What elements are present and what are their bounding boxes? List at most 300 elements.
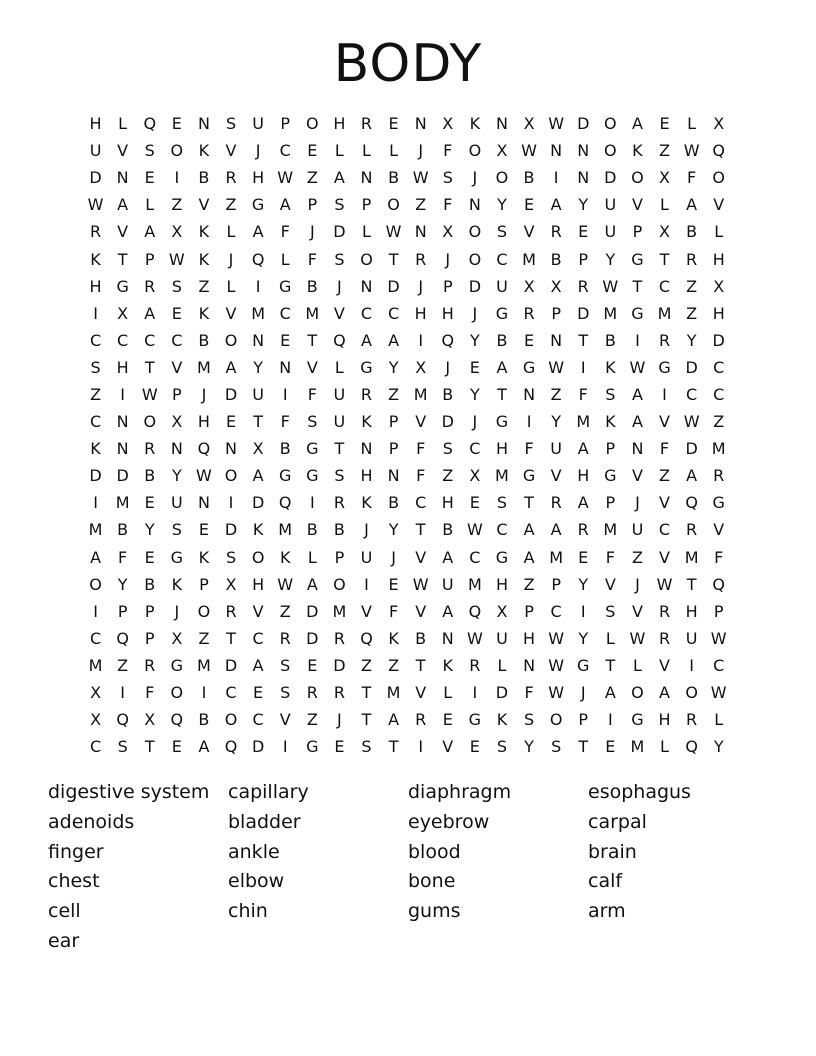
grid-letter: U — [496, 276, 508, 296]
grid-letter: Y — [253, 357, 263, 377]
grid-letter: B — [388, 493, 400, 513]
grid-letter: W — [277, 168, 294, 188]
grid-letter: T — [659, 249, 670, 269]
grid-letter: E — [144, 168, 155, 188]
grid-letter: H — [658, 710, 671, 730]
grid-letter: W — [466, 628, 483, 648]
grid-letter: B — [686, 222, 698, 242]
grid-letter: S — [523, 710, 535, 730]
grid-letter: P — [117, 601, 128, 621]
word-list-item: esophagus — [588, 781, 691, 803]
grid-letter: Q — [685, 737, 698, 757]
grid-letter: S — [605, 384, 616, 404]
grid-letter: E — [469, 357, 480, 377]
grid-letter: S — [361, 737, 372, 757]
grid-letter: A — [252, 655, 264, 675]
grid-letter: F — [307, 384, 317, 404]
grid-letter: E — [523, 195, 535, 215]
grid-letter: K — [469, 114, 481, 134]
grid-letter: V — [415, 412, 427, 432]
word-list-item: cell — [48, 900, 81, 923]
grid-letter: Z — [198, 628, 210, 648]
grid-letter: B — [415, 628, 427, 648]
grid-letter: S — [171, 276, 182, 296]
grid-letter: T — [632, 276, 643, 296]
grid-letter: D — [387, 276, 400, 296]
grid-letter: X — [171, 628, 183, 648]
grid-letter: C — [117, 330, 129, 350]
grid-letter: B — [496, 330, 508, 350]
grid-letter: Q — [333, 330, 346, 350]
grid-letter: E — [225, 412, 237, 432]
grid-row — [82, 110, 742, 137]
grid-letter: O — [631, 683, 644, 703]
grid-letter: K — [605, 357, 616, 377]
grid-letter: L — [226, 222, 236, 242]
grid-letter: D — [604, 168, 617, 188]
grid-letter: V — [442, 737, 454, 757]
grid-letter: U — [252, 384, 264, 404]
grid-letter: F — [659, 439, 670, 459]
grid-letter: B — [198, 710, 210, 730]
grid-letter: F — [388, 601, 399, 621]
grid-letter: P — [551, 303, 561, 323]
grid-letter: R — [333, 493, 345, 513]
grid-letter: D — [685, 439, 698, 459]
grid-letter: R — [279, 628, 291, 648]
grid-letter: E — [307, 655, 318, 675]
grid-letter: A — [388, 710, 400, 730]
grid-letter: S — [605, 601, 616, 621]
grid-letter: R — [306, 683, 318, 703]
grid-letter: C — [225, 683, 237, 703]
grid-letter: X — [144, 710, 156, 730]
grid-letter: R — [577, 276, 589, 296]
grid-letter: B — [279, 439, 291, 459]
grid-letter: E — [198, 520, 209, 540]
grid-letter: S — [496, 493, 508, 513]
grid-letter: V — [198, 195, 210, 215]
page-title: BODY — [333, 34, 483, 94]
grid-row — [82, 679, 742, 706]
grid-letter: M — [197, 357, 211, 377]
grid-letter: L — [362, 141, 371, 161]
grid-letter: V — [631, 195, 643, 215]
grid-letter: L — [307, 547, 317, 567]
grid-letter: P — [172, 384, 182, 404]
grid-letter: C — [89, 412, 102, 432]
word-list-item: arm — [588, 900, 626, 923]
grid-letter: D — [712, 330, 725, 350]
grid-letter: U — [550, 439, 562, 459]
grid-letter: Z — [225, 195, 237, 215]
grid-letter: X — [523, 276, 535, 296]
grid-letter: V — [631, 466, 643, 486]
grid-letter: C — [469, 547, 481, 567]
grid-letter: N — [414, 114, 427, 134]
grid-row — [82, 381, 742, 408]
grid-letter: C — [496, 249, 508, 269]
grid-letter: J — [635, 493, 640, 513]
grid-letter: B — [442, 384, 454, 404]
grid-letter: W — [87, 195, 104, 215]
grid-row — [82, 218, 742, 245]
grid-letter: O — [224, 330, 238, 350]
grid-letter: E — [307, 141, 318, 161]
grid-letter: Y — [469, 384, 480, 404]
grid-letter: A — [225, 357, 237, 377]
grid-letter: L — [497, 655, 507, 675]
grid-letter: V — [225, 141, 237, 161]
grid-letter: W — [548, 628, 565, 648]
grid-letter: O — [89, 574, 102, 594]
grid-letter: O — [387, 195, 400, 215]
grid-row — [82, 354, 742, 381]
grid-letter: C — [713, 384, 725, 404]
grid-letter: H — [441, 303, 454, 323]
grid-row — [82, 598, 742, 625]
grid-letter: E — [171, 737, 182, 757]
grid-letter: A — [442, 547, 454, 567]
grid-letter: N — [523, 655, 536, 675]
grid-letter: I — [255, 276, 261, 296]
grid-letter: A — [388, 330, 400, 350]
grid-letter: Y — [605, 249, 616, 269]
grid-letter: M — [413, 384, 428, 404]
grid-row — [82, 544, 742, 571]
grid-letter: K — [198, 303, 210, 323]
grid-letter: L — [660, 195, 669, 215]
grid-letter: W — [548, 683, 565, 703]
grid-row — [82, 571, 742, 598]
grid-letter: L — [362, 222, 371, 242]
word-list-item: elbow — [228, 870, 285, 893]
grid-letter: E — [659, 114, 670, 134]
grid-letter: D — [577, 303, 590, 323]
grid-letter: D — [441, 412, 454, 432]
grid-letter: R — [89, 222, 102, 242]
grid-letter: I — [93, 601, 98, 621]
grid-letter: D — [333, 655, 346, 675]
grid-letter: G — [116, 276, 129, 296]
grid-letter: U — [89, 141, 102, 161]
grid-letter: B — [144, 574, 156, 594]
grid-letter: J — [580, 683, 586, 703]
grid-letter: W — [277, 574, 294, 594]
grid-letter: V — [279, 710, 291, 730]
grid-row — [82, 516, 742, 543]
grid-letter: T — [388, 249, 399, 269]
grid-letter: V — [415, 547, 427, 567]
grid-letter: G — [279, 276, 292, 296]
grid-letter: S — [280, 683, 291, 703]
grid-letter: I — [689, 655, 694, 675]
grid-letter: P — [551, 574, 561, 594]
grid-letter: A — [577, 439, 589, 459]
grid-letter: G — [577, 655, 590, 675]
grid-letter: C — [713, 655, 725, 675]
grid-letter: I — [201, 683, 207, 703]
grid-letter: Y — [469, 330, 480, 350]
grid-letter: F — [524, 683, 534, 703]
grid-letter: X — [171, 412, 183, 432]
grid-letter: R — [360, 114, 373, 134]
grid-letter: L — [226, 276, 236, 296]
grid-letter: Y — [551, 412, 562, 432]
grid-letter: X — [252, 439, 264, 459]
grid-letter: T — [307, 330, 318, 350]
grid-letter: I — [635, 330, 640, 350]
grid-letter: J — [418, 141, 424, 161]
grid-letter: S — [117, 737, 128, 757]
grid-letter: W — [412, 574, 429, 594]
grid-letter: L — [687, 114, 697, 134]
grid-letter: R — [658, 628, 671, 648]
grid-letter: V — [713, 195, 725, 215]
grid-letter: I — [662, 384, 667, 404]
grid-letter: H — [197, 412, 210, 432]
grid-letter: X — [90, 683, 102, 703]
grid-letter: W — [683, 412, 700, 432]
grid-letter: O — [712, 168, 725, 188]
word-list-item: gums — [408, 900, 461, 923]
grid-letter: A — [631, 114, 643, 134]
grid-letter: I — [228, 493, 234, 513]
grid-letter: O — [306, 114, 319, 134]
grid-letter: G — [495, 547, 509, 567]
grid-letter: Q — [468, 601, 482, 621]
grid-letter: A — [198, 737, 210, 757]
grid-row — [82, 300, 742, 327]
grid-letter: R — [333, 628, 345, 648]
grid-letter: M — [495, 466, 509, 486]
grid-letter: N — [360, 168, 373, 188]
grid-letter: G — [522, 357, 536, 377]
grid-letter: T — [361, 710, 372, 730]
grid-letter: I — [418, 330, 424, 350]
grid-letter: X — [442, 222, 454, 242]
grid-letter: W — [683, 141, 700, 161]
grid-letter: V — [550, 466, 562, 486]
grid-letter: Z — [686, 276, 698, 296]
grid-row — [82, 733, 742, 760]
word-list-item: calf — [588, 870, 623, 893]
grid-letter: C — [550, 601, 562, 621]
grid-letter: V — [225, 303, 237, 323]
grid-row — [82, 462, 742, 489]
grid-letter: H — [712, 249, 725, 269]
grid-letter: A — [523, 520, 535, 540]
grid-letter: O — [604, 114, 617, 134]
grid-letter: R — [658, 601, 671, 621]
grid-letter: Q — [712, 141, 725, 161]
grid-letter: O — [631, 168, 644, 188]
grid-letter: W — [629, 628, 646, 648]
grid-letter: W — [168, 249, 185, 269]
grid-letter: E — [388, 574, 399, 594]
grid-letter: V — [415, 683, 427, 703]
grid-letter: W — [710, 683, 727, 703]
grid-letter: M — [576, 412, 591, 432]
grid-letter: J — [364, 520, 369, 540]
grid-letter: U — [685, 628, 698, 648]
grid-letter: C — [144, 330, 156, 350]
grid-letter: Y — [713, 737, 724, 757]
grid-letter: K — [90, 249, 101, 269]
grid-letter: S — [225, 547, 237, 567]
grid-letter: E — [578, 222, 589, 242]
grid-letter: Z — [306, 168, 318, 188]
grid-letter: V — [306, 357, 318, 377]
grid-letter: G — [495, 303, 509, 323]
grid-letter: T — [578, 737, 589, 757]
grid-letter: K — [198, 249, 210, 269]
grid-letter: K — [90, 439, 101, 459]
grid-letter: Z — [550, 384, 562, 404]
grid-letter: I — [553, 168, 559, 188]
grid-letter: G — [522, 466, 536, 486]
grid-letter: V — [415, 601, 427, 621]
grid-letter: Y — [686, 330, 697, 350]
grid-letter: B — [523, 168, 535, 188]
grid-letter: V — [361, 601, 372, 621]
grid-letter: G — [360, 357, 373, 377]
grid-letter: Y — [578, 195, 589, 215]
grid-letter: N — [360, 276, 373, 296]
grid-letter: K — [198, 547, 210, 567]
grid-letter: H — [495, 439, 508, 459]
grid-letter: A — [333, 168, 345, 188]
word-search-grid — [82, 110, 742, 760]
grid-letter: W — [629, 357, 646, 377]
grid-letter: I — [282, 737, 288, 757]
grid-letter: R — [550, 222, 562, 242]
grid-letter: H — [333, 114, 346, 134]
grid-letter: R — [333, 683, 345, 703]
grid-letter: T — [686, 574, 697, 594]
grid-letter: O — [143, 412, 157, 432]
grid-letter: P — [334, 547, 345, 567]
grid-letter: R — [550, 493, 562, 513]
grid-letter: N — [441, 628, 454, 648]
grid-letter: M — [603, 303, 618, 323]
grid-letter: P — [144, 601, 155, 621]
grid-letter: X — [171, 222, 183, 242]
grid-letter: X — [117, 303, 129, 323]
grid-letter: S — [334, 466, 345, 486]
grid-letter: L — [118, 114, 128, 134]
grid-letter: Y — [388, 357, 399, 377]
grid-letter: Z — [279, 601, 291, 621]
grid-letter: C — [89, 628, 102, 648]
grid-letter: O — [468, 222, 482, 242]
grid-letter: Y — [497, 195, 507, 215]
grid-letter: A — [631, 384, 643, 404]
grid-letter: S — [280, 655, 291, 675]
grid-letter: C — [89, 330, 102, 350]
word-list-item: bone — [408, 870, 456, 893]
grid-letter: E — [523, 330, 535, 350]
grid-letter: S — [90, 357, 101, 377]
grid-letter: I — [580, 601, 586, 621]
word-list-item: ear — [48, 929, 80, 952]
grid-letter: G — [170, 547, 184, 567]
grid-letter: G — [251, 195, 265, 215]
grid-letter: B — [442, 520, 454, 540]
grid-letter: A — [659, 683, 670, 703]
grid-letter: F — [145, 683, 155, 703]
grid-letter: R — [523, 303, 535, 323]
grid-letter: R — [577, 520, 589, 540]
grid-letter: C — [686, 384, 698, 404]
grid-letter: C — [252, 628, 264, 648]
grid-letter: Y — [578, 574, 589, 594]
grid-letter: Z — [659, 466, 670, 486]
grid-letter: N — [197, 493, 210, 513]
grid-letter: Q — [224, 737, 238, 757]
word-list-item: carpal — [588, 810, 647, 833]
grid-letter: V — [117, 222, 129, 242]
grid-letter: V — [252, 601, 264, 621]
grid-letter: O — [604, 141, 617, 161]
grid-letter: N — [116, 412, 129, 432]
grid-letter: I — [174, 168, 180, 188]
grid-letter: A — [252, 222, 264, 242]
grid-letter: C — [658, 520, 671, 540]
grid-letter: T — [253, 412, 263, 432]
grid-letter: Z — [306, 710, 318, 730]
grid-letter: X — [523, 114, 535, 134]
grid-letter: Z — [388, 655, 400, 675]
grid-letter: J — [445, 249, 451, 269]
grid-letter: V — [659, 655, 670, 675]
grid-letter: U — [333, 384, 346, 404]
grid-letter: O — [224, 466, 238, 486]
word-list-item: capillary — [228, 781, 309, 803]
grid-letter: K — [442, 655, 454, 675]
word-list-item: blood — [408, 840, 461, 863]
grid-letter: N — [468, 195, 481, 215]
grid-letter: P — [280, 114, 291, 134]
grid-letter: G — [631, 249, 644, 269]
grid-letter: W — [710, 628, 727, 648]
grid-letter: A — [144, 222, 156, 242]
grid-letter: H — [495, 574, 508, 594]
grid-letter: D — [116, 466, 129, 486]
grid-letter: T — [361, 683, 372, 703]
grid-letter: N — [197, 114, 210, 134]
grid-letter: Z — [686, 303, 698, 323]
grid-letter: N — [577, 141, 590, 161]
grid-letter: N — [279, 357, 292, 377]
grid-letter: B — [198, 168, 210, 188]
grid-letter: T — [226, 628, 236, 648]
grid-letter: N — [116, 168, 129, 188]
grid-letter: P — [388, 412, 399, 432]
grid-letter: Q — [197, 439, 211, 459]
grid-letter: V — [659, 493, 670, 513]
grid-letter: E — [144, 493, 155, 513]
grid-letter: M — [630, 737, 645, 757]
grid-letter: K — [361, 493, 372, 513]
grid-letter: T — [497, 384, 507, 404]
grid-letter: Z — [631, 547, 643, 567]
grid-letter: T — [578, 330, 589, 350]
grid-letter: K — [198, 222, 210, 242]
grid-letter: L — [605, 628, 615, 648]
grid-letter: G — [306, 439, 319, 459]
grid-letter: U — [496, 628, 508, 648]
